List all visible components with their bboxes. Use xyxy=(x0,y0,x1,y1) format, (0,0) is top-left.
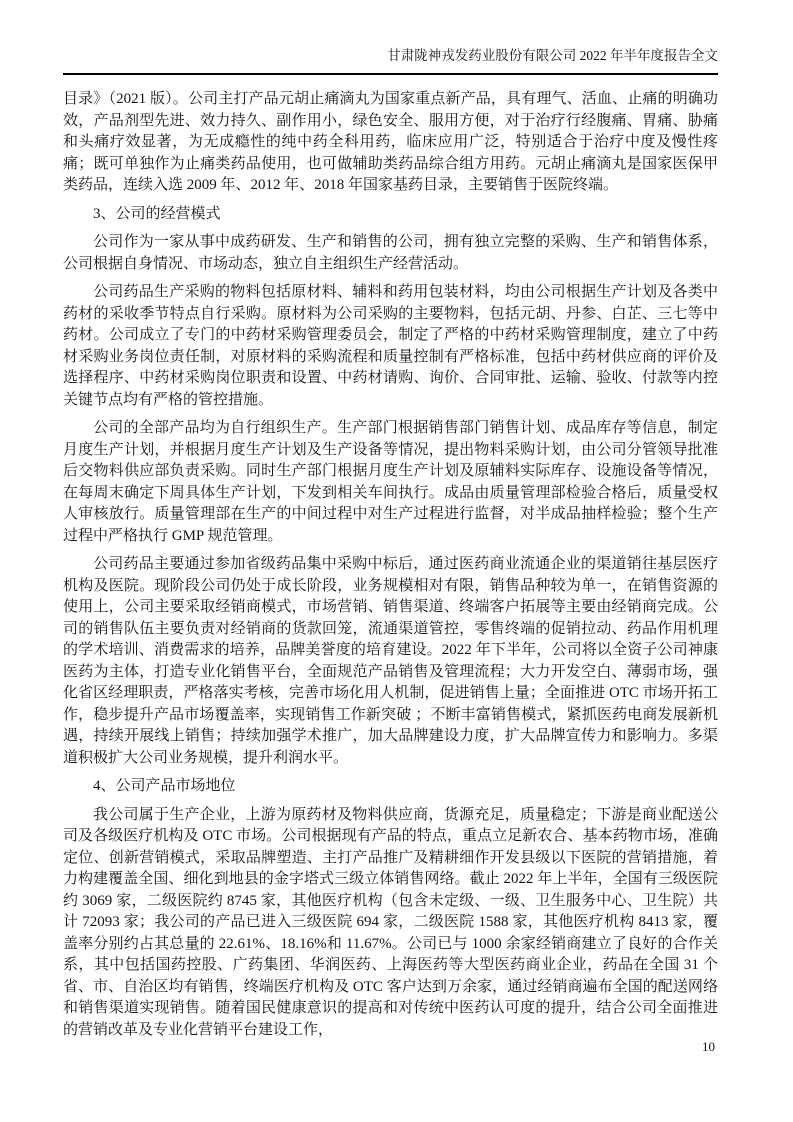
paragraph-market-position: 我公司属于生产企业，上游为原药材及物料供应商，货源充足，质量稳定；下游是商业配送公司及各级医疗机构及 OTC 市场。公司根据现有产品的特点，重点立足新农合、基本药物市场，准确定位、创新营销模式，采取品牌塑造、主打产品推广及精耕细作开发县级以下医院的营销措施，着力构建覆盖全国、细化到地县的金字塔式三级立体销售网络。截止 2022 年上半年，全国有三级医院约 3069 家，二级医院约 8745 家，其他医疗机构（包含未定级、一级、卫生服务中心、卫生院）共计 72093 家；我公司的产品已进入三级医院 694 家，二级医院 1588 家，其他医疗机构 8413 家，覆盖率分别约占其总量的 22.61%、18.16%和 11.67%。公司已与 1000 余家经销商建立了良好的合作关系，其中包括国药控股、广药集团、华润医药、上海医药等大型医药商业企业，药品在全国 31 个省、市、自治区均有销售，终端医疗机构及 OTC 客户达到万余家，通过经销商遍布全国的配送网络和销售渠道实现销售。随着国民健康意识的提高和对传统中医药认可度的提升，结合公司全面推进的营销改革及专业化营销平台建设工作， xyxy=(63,806,718,1038)
paragraph-sales-model: 公司药品主要通过参加省级药品集中采购中标后，通过医药商业流通企业的渠道销往基层医疗机构及医院。现阶段公司仍处于成长阶段，业务规模相对有限，销售品种较为单一，在销售资源的使用上，公司主要采取经销商模式，市场营销、销售渠道、终端客户拓展等主要由经销商完成。公司的销售队伍主要负责对经销商的货款回笼，流通渠道管控，零售终端的促销拉动、药品作用机理的学术培训、消费需求的培养，品牌美誉度的培育建设。2022 年下半年，公司将以全资子公司神康医药为主体，打造专业化销售平台，全面规范产品销售及管理流程；大力开发空白、薄弱市场，强化省区经理职责，严格落实考核，完善市场化用人机制，促进销售上量；全面推进 OTC 市场开拓工作，稳步提升产品市场覆盖率，实现销售工作新突破 ；不断丰富销售模式，紧抓医药电商发展新机遇，持续开展线上销售；持续加强学术推广，加大品牌建设力度，扩大品牌宣传力和影响力。多渠道积极扩大公司业务规模，提升利润水平。 xyxy=(63,556,718,766)
document-body xyxy=(63,89,718,1048)
page-number: 10 xyxy=(702,1039,715,1054)
paragraph-product-overview-continued: 目录》（2021 版）。公司主打产品元胡止痛滴丸为国家重点新产品，具有理气、活血、止痛的明确功效，产品剂型先进、效力持久、副作用小，绿色安全、服用方便，对于治疗行经腹痛、胃痛、胁痛和头痛疗效显著，为无成瘾性的纯中药全科用药，临床应用广泛，特别适合于治疗中度及慢性疼痛；既可单独作为止痛类药品使用，也可做辅助类药品综合组方用药。元胡止痛滴丸是国家医保甲类药品，连续入选 2009 年、2012 年、2018 年国家基药目录，主要销售于医院终端。 xyxy=(63,91,718,193)
paragraph-procurement-model: 公司药品生产采购的物料包括原材料、辅料和药用包装材料，均由公司根据生产计划及各类中药材的采收季节特点自行采购。原材料为公司采购的主要物料，包括元胡、丹参、白芷、三七等中药材。公司成立了专门的中药材采购管理委员会，制定了严格的中药材采购管理制度，建立了中药材采购业务岗位责任制，对原材料的采购流程和质量控制有严格标准，包括中药材供应商的评价及选择程序、中药材采购岗位职责和设置、中药材请购、询价、合同审批、运输、验收、付款等内控关键节点均有严格的管控措施。 xyxy=(63,284,718,408)
paragraph-production-model: 公司的全部产品均为自行组织生产。生产部门根据销售部门销售计划、成品库存等信息，制定月度生产计划，并根据月度生产计划及生产设备等情况，提出物料采购计划，由公司分管领导批准后交物料供应部负责采购。同时生产部门根据月度生产计划及原辅料实际库存、设施设备等情况，在每周末确定下周具体生产计划，下发到相关车间执行。成品由质量管理部检验合格后，质量受权人审核放行。质量管理部在生产的中间过程中对生产过程进行监督，对半成品抽样检验；整个生产过程中严格执行 GMP 规范管理。 xyxy=(63,420,718,544)
report-header xyxy=(63,47,718,75)
report-header-title: 甘肃陇神戎发药业股份有限公司 2022 年半年度报告全文 xyxy=(387,48,718,63)
paragraph-company-overview: 公司作为一家从事中成药研发、生产和销售的公司，拥有独立完整的采购、生产和销售体系，公司根据自身情况、市场动态，独立自主组织生产经营活动。 xyxy=(63,234,718,272)
section-heading-market-position: 4、公司产品市场地位 xyxy=(93,778,236,794)
section-heading-business-model: 3、公司的经营模式 xyxy=(93,205,221,222)
